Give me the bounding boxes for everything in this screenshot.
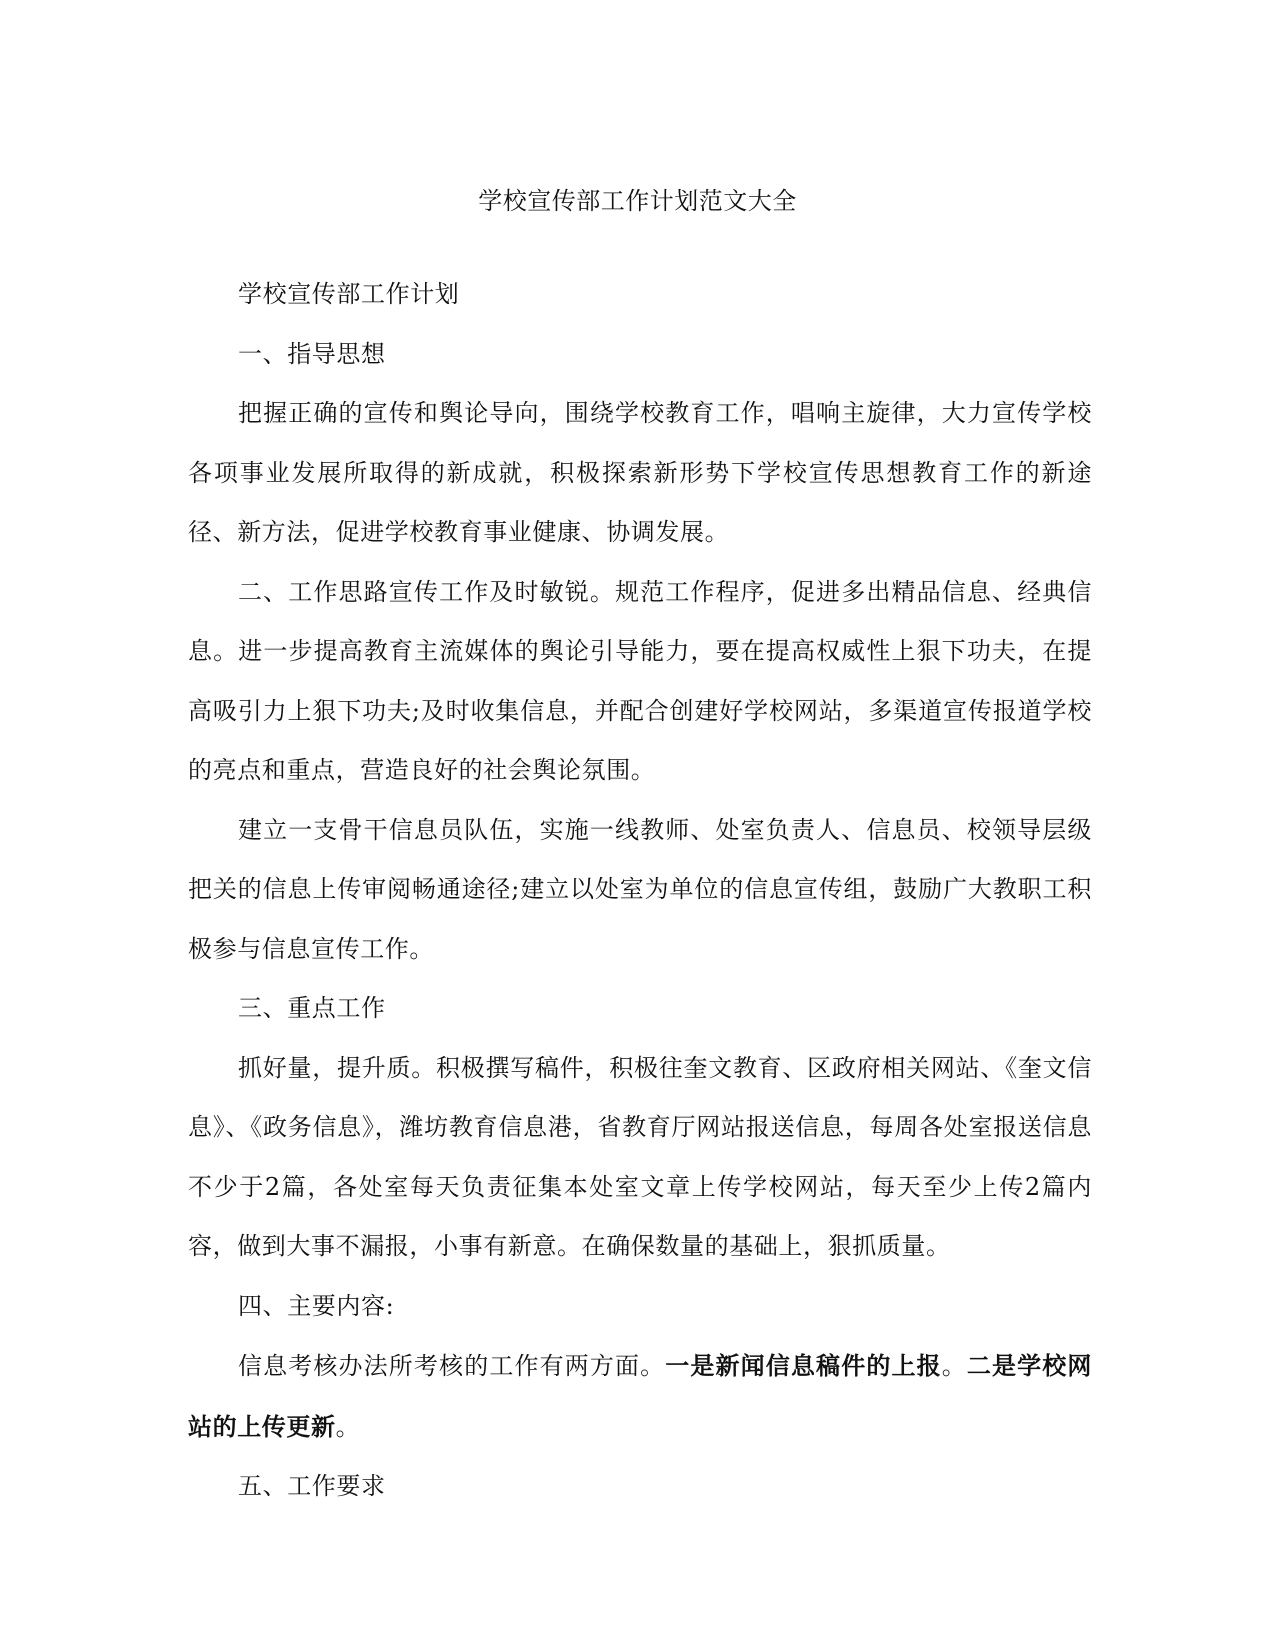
assessment-separator: 。 bbox=[941, 1352, 967, 1380]
assessment-item-one: 一是新闻信息稿件的上报 bbox=[665, 1351, 942, 1380]
section-heading-work-requirements: 五、工作要求 bbox=[238, 1472, 386, 1500]
paragraph-guiding-ideology: 把握正确的宣传和舆论导向，围绕学校教育工作，唱响主旋律，大力宣传学校各项事业发展所取得的新成就，积极探索新形势下学校宣传思想教育工作的新途径、新方法，促进学校教育事业健康、协调发展。 bbox=[188, 399, 1092, 546]
section-heading-main-content: 四、主要内容: bbox=[238, 1291, 395, 1320]
assessment-intro-text: 信息考核办法所考核的工作有两方面。 bbox=[238, 1352, 666, 1380]
document-subtitle: 学校宣传部工作计划 bbox=[238, 280, 460, 308]
section-heading-guiding-ideology: 一、指导思想 bbox=[238, 339, 386, 368]
assessment-end: 。 bbox=[335, 1412, 361, 1441]
paragraph-informant-team: 建立一支骨干信息员队伍，实施一线教师、处室负责人、信息员、校领导层级把关的信息上传审阅畅通途径;建立以处室为单位的信息宣传组，鼓励广大教职工积极参与信息宣传工作。 bbox=[188, 815, 1092, 963]
paragraph-key-work: 抓好量，提升质。积极撰写稿件，积极往奎文教育、区政府相关网站、《奎文信息》、《政务信息》，潍坊教育信息港，省教育厅网站报送信息，每周各处室报送信息不少于2篇，各处室每天负责征集本处室文章上传学校网站，每天至少上传2篇内容，做到大事不漏报，小事有新意。在确保数量的基础上，狠抓质量。 bbox=[188, 1053, 1092, 1260]
document-body bbox=[188, 265, 1092, 1517]
paragraph-work-approach: 二、工作思路宣传工作及时敏锐。规范工作程序，促进多出精品信息、经典信息。进一步提高教育主流媒体的舆论引导能力，要在提高权威性上狠下功夫，在提高吸引力上狠下功夫;及时收集信息，并配合创建好学校网站，多渠道宣传报道学校的亮点和重点，营造良好的社会舆论氛围。 bbox=[188, 577, 1092, 784]
paragraph-assessment bbox=[188, 1336, 1092, 1457]
section-heading-key-work: 三、重点工作 bbox=[238, 994, 386, 1022]
assessment-item-two: 二是学校网站的上传更新 bbox=[188, 1351, 1093, 1441]
document-title: 学校宣传部工作计划范文大全 bbox=[478, 187, 797, 215]
